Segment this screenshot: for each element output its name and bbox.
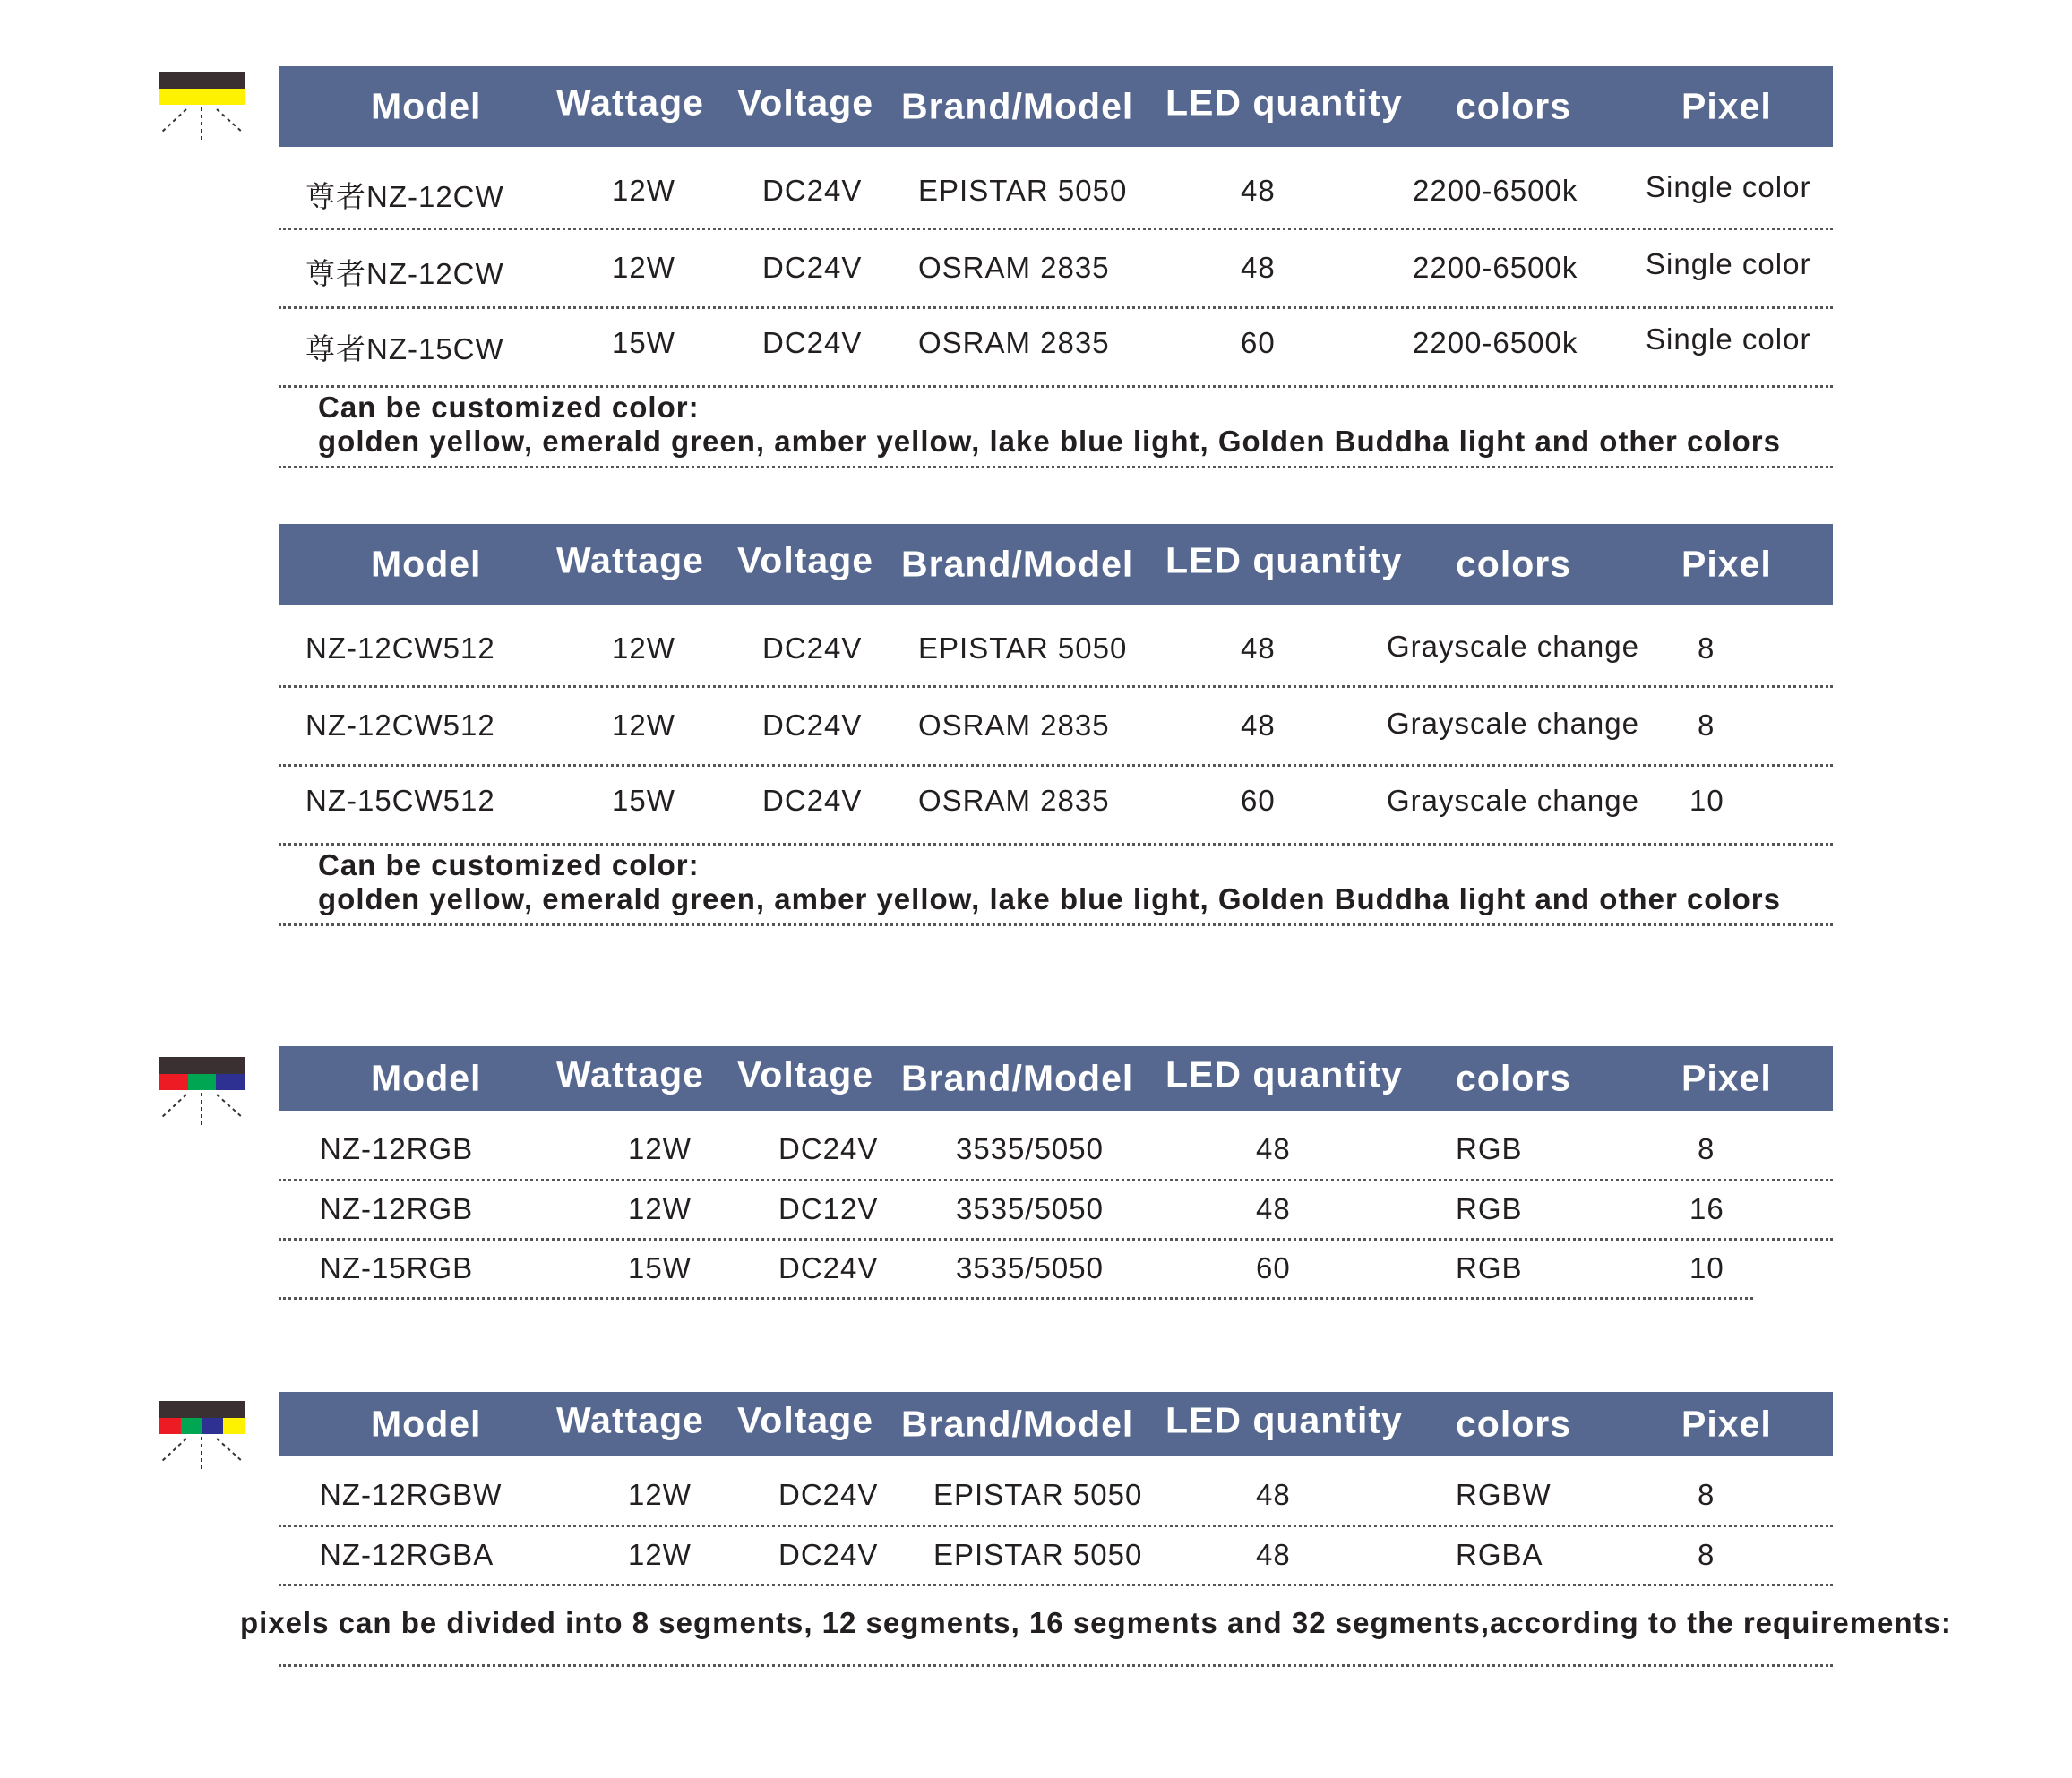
cell-brand: EPISTAR 5050 (918, 174, 1128, 207)
cell-wattage: 15W (628, 1251, 692, 1284)
header-voltage: Voltage (737, 539, 874, 581)
table-header (279, 1392, 1833, 1456)
header-colors: colors (1456, 1403, 1572, 1445)
cell-pixel: 8 (1698, 631, 1715, 665)
header-voltage: Voltage (737, 1053, 874, 1095)
cell-wattage: 12W (612, 631, 675, 665)
cell-pixel: 8 (1698, 709, 1715, 742)
table-row (279, 322, 1833, 365)
table-row (279, 1538, 1833, 1574)
header-pixel: Pixel (1681, 85, 1772, 127)
cell-colors: RGB (1456, 1251, 1523, 1284)
cell-pixel: Single color (1646, 247, 1811, 280)
cell-voltage: DC24V (778, 1538, 879, 1571)
cell-brand: OSRAM 2835 (918, 784, 1110, 817)
rgbw-strip-icon (159, 1401, 245, 1473)
cell-brand: EPISTAR 5050 (933, 1538, 1143, 1571)
cell-pixel: 16 (1689, 1192, 1724, 1225)
light-rays-icon (159, 107, 245, 145)
cell-brand: OSRAM 2835 (918, 709, 1110, 742)
header-pixel: Pixel (1681, 543, 1772, 585)
table-header (279, 66, 1833, 147)
cell-colors: 2200-6500k (1413, 174, 1578, 207)
cell-brand: OSRAM 2835 (918, 251, 1110, 284)
header-voltage: Voltage (737, 82, 874, 124)
cell-wattage: 12W (628, 1478, 692, 1511)
cell-voltage: DC24V (778, 1132, 879, 1165)
cell-voltage: DC24V (762, 631, 863, 665)
cell-colors: 2200-6500k (1413, 251, 1578, 284)
cell-model: NZ-12RGBW (320, 1478, 503, 1511)
header-colors: colors (1456, 1057, 1572, 1099)
table-row (279, 709, 1833, 744)
light-rays-icon (159, 1437, 245, 1474)
cell-wattage: 12W (628, 1538, 692, 1571)
cell-voltage: DC24V (762, 784, 863, 817)
table-header (279, 524, 1833, 605)
header-pixel: Pixel (1681, 1057, 1772, 1099)
header-colors: colors (1456, 85, 1572, 127)
cell-voltage: DC24V (762, 709, 863, 742)
cell-led: 60 (1241, 784, 1276, 817)
cell-pixel: 10 (1689, 784, 1724, 817)
color-bar (159, 72, 245, 105)
cell-pixel: 8 (1698, 1478, 1715, 1511)
customize-note-colors: golden yellow, emerald green, amber yellow, lake blue light, Golden Buddha light and other colors (318, 882, 1781, 915)
light-rays-icon (159, 1093, 245, 1130)
cell-led: 48 (1241, 174, 1276, 207)
cell-brand: EPISTAR 5050 (918, 631, 1128, 665)
cell-wattage: 15W (612, 784, 675, 817)
customize-note-colors: golden yellow, emerald green, amber yellow, lake blue light, Golden Buddha light and other colors (318, 425, 1781, 458)
table-dmx512 (279, 524, 1833, 936)
header-brand: Brand/Model (901, 1057, 1134, 1099)
table-row (279, 784, 1833, 820)
single-color-strip-icon (159, 72, 245, 143)
cell-colors: Grayscale change (1387, 630, 1639, 663)
header-model: Model (371, 1403, 482, 1445)
cell-colors: Grayscale change (1387, 707, 1639, 740)
header-model: Model (371, 543, 482, 585)
cell-voltage: DC12V (778, 1192, 879, 1225)
row-divider (279, 306, 1833, 309)
row-divider (279, 764, 1833, 767)
cell-model: 尊者NZ-15CW (305, 332, 504, 365)
table-rgb (279, 1046, 1833, 1306)
row-divider (279, 685, 1833, 688)
row-divider (279, 843, 1833, 846)
cell-model: NZ-12RGBA (320, 1538, 494, 1571)
cell-led: 48 (1256, 1478, 1291, 1511)
table-header (279, 1046, 1833, 1111)
header-brand: Brand/Model (901, 85, 1134, 127)
cell-colors: RGBA (1456, 1538, 1543, 1571)
cell-model: NZ-12RGB (320, 1192, 474, 1225)
cell-brand: OSRAM 2835 (918, 326, 1110, 359)
row-divider (279, 1238, 1833, 1241)
row-divider (279, 385, 1833, 388)
cell-led: 48 (1241, 631, 1276, 665)
row-divider (279, 1297, 1753, 1300)
table-row (279, 1251, 1833, 1287)
cell-pixel: 8 (1698, 1132, 1715, 1165)
row-divider (279, 923, 1833, 926)
row-divider (279, 1664, 1833, 1667)
row-divider (279, 1584, 1833, 1586)
cell-voltage: DC24V (778, 1478, 879, 1511)
cell-wattage: 12W (612, 709, 675, 742)
cell-led: 60 (1256, 1251, 1291, 1284)
cell-brand: EPISTAR 5050 (933, 1478, 1143, 1511)
header-wattage: Wattage (556, 1399, 704, 1441)
cell-pixel: 10 (1689, 1251, 1724, 1284)
cell-brand: 3535/5050 (956, 1251, 1104, 1284)
cell-led: 48 (1256, 1538, 1291, 1571)
row-divider (279, 466, 1833, 468)
table-row (279, 247, 1833, 290)
cell-voltage: DC24V (762, 326, 863, 359)
table-single-color (279, 66, 1833, 478)
table-row (279, 631, 1833, 667)
table-row (279, 170, 1833, 213)
header-wattage: Wattage (556, 1053, 704, 1095)
cell-colors: RGB (1456, 1132, 1523, 1165)
customize-note-title: Can be customized color: (318, 391, 700, 424)
cell-model: NZ-12CW512 (305, 631, 495, 665)
cell-led: 60 (1241, 326, 1276, 359)
table-row (279, 1132, 1833, 1168)
cell-colors: 2200-6500k (1413, 326, 1578, 359)
cell-voltage: DC24V (762, 174, 863, 207)
row-divider (279, 228, 1833, 230)
cell-led: 48 (1241, 709, 1276, 742)
table-row (279, 1478, 1833, 1514)
cell-wattage: 12W (612, 174, 675, 207)
cell-model: 尊者NZ-12CW (305, 180, 504, 213)
cell-brand: 3535/5050 (956, 1192, 1104, 1225)
header-led-quantity: LED quantity (1165, 539, 1403, 581)
header-model: Model (371, 85, 482, 127)
header-brand: Brand/Model (901, 543, 1134, 585)
cell-colors: RGBW (1456, 1478, 1552, 1511)
cell-led: 48 (1256, 1192, 1291, 1225)
header-led-quantity: LED quantity (1165, 1053, 1403, 1095)
header-voltage: Voltage (737, 1399, 874, 1441)
row-divider (279, 1525, 1833, 1527)
cell-led: 48 (1241, 251, 1276, 284)
cell-model: NZ-15RGB (320, 1251, 474, 1284)
customize-note-title: Can be customized color: (318, 848, 700, 881)
cell-wattage: 12W (612, 251, 675, 284)
cell-wattage: 15W (612, 326, 675, 359)
cell-wattage: 12W (628, 1192, 692, 1225)
header-brand: Brand/Model (901, 1403, 1134, 1445)
cell-model: NZ-12RGB (320, 1132, 474, 1165)
cell-wattage: 12W (628, 1132, 692, 1165)
cell-led: 48 (1256, 1132, 1291, 1165)
table-row (279, 1192, 1833, 1228)
cell-brand: 3535/5050 (956, 1132, 1104, 1165)
header-led-quantity: LED quantity (1165, 82, 1403, 124)
rgb-strip-icon (159, 1057, 245, 1129)
header-colors: colors (1456, 543, 1572, 585)
header-model: Model (371, 1057, 482, 1099)
row-divider (279, 1179, 1833, 1181)
header-pixel: Pixel (1681, 1403, 1772, 1445)
header-wattage: Wattage (556, 82, 704, 124)
cell-pixel: Single color (1646, 322, 1811, 356)
cell-pixel: 8 (1698, 1538, 1715, 1571)
cell-pixel: Single color (1646, 170, 1811, 203)
cell-model: NZ-15CW512 (305, 784, 495, 817)
header-led-quantity: LED quantity (1165, 1399, 1403, 1441)
cell-colors: Grayscale change (1387, 784, 1639, 817)
pixel-segments-note: pixels can be divided into 8 segments, 12 segments, 16 segments and 32 segments,according to the requirements: (240, 1606, 1952, 1639)
header-wattage: Wattage (556, 539, 704, 581)
cell-voltage: DC24V (778, 1251, 879, 1284)
cell-model: 尊者NZ-12CW (305, 257, 504, 290)
cell-colors: RGB (1456, 1192, 1523, 1225)
cell-voltage: DC24V (762, 251, 863, 284)
cell-model: NZ-12CW512 (305, 709, 495, 742)
